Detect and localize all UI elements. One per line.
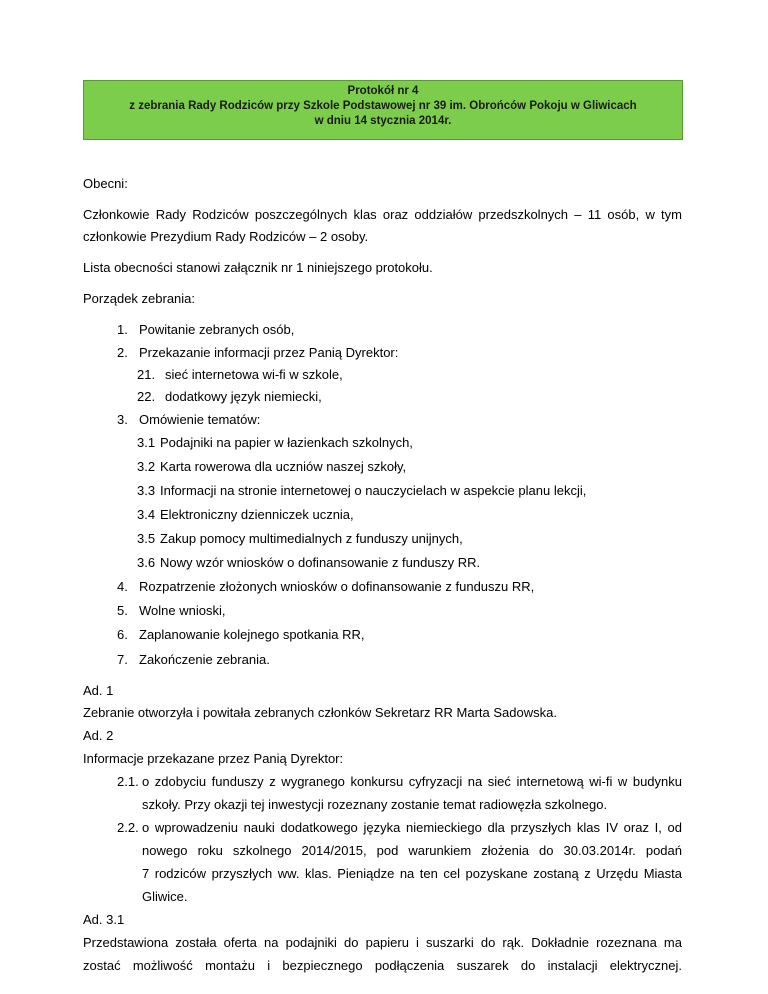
agenda-item-number: 6. xyxy=(117,627,128,642)
attendance-note: Lista obecności stanowi załącznik nr 1 niniejszego protokołu. xyxy=(83,260,433,275)
members-line-1: Członkowie Rady Rodziców poszczególnych klas oraz oddziałów przedszkolnych – 11 osób, w tym xyxy=(83,207,682,222)
ad2-item1-number: 2.1. xyxy=(117,774,139,789)
agenda-item-number: 3.3 xyxy=(137,483,156,498)
agenda-item-number: 3.1 xyxy=(137,435,156,450)
agenda-item-number: 22. xyxy=(137,389,156,404)
agenda-item-text: Rozpatrzenie złożonych wniosków o dofinansowanie z funduszu RR, xyxy=(139,579,535,594)
agenda-item-number: 7. xyxy=(117,652,128,667)
ad31-line-2: zostać możliwość montażu i bezpiecznego podłączenia suszarek do instalacji elektrycznej. xyxy=(83,958,682,973)
agenda-item-number: 4. xyxy=(117,579,128,594)
protocol-title: Protokół nr 4 xyxy=(347,85,419,97)
ad2-intro: Informacje przekazane przez Panią Dyrektor: xyxy=(83,751,344,766)
protocol-header-box xyxy=(83,80,683,140)
protocol-subtitle: z zebrania Rady Rodziców przy Szkole Podstawowej nr 39 im. Obrońców Pokoju w Gliwicach xyxy=(129,100,637,112)
agenda-label: Porządek zebrania: xyxy=(83,291,196,306)
agenda-item-text: Elektroniczny dzienniczek ucznia, xyxy=(160,507,354,522)
agenda-item-text: Zaplanowanie kolejnego spotkania RR, xyxy=(139,627,365,642)
members-line-2: członkowie Prezydium Rady Rodziców – 2 osoby. xyxy=(83,229,369,244)
agenda-item-text: Karta rowerowa dla uczniów naszej szkoły, xyxy=(160,459,407,474)
agenda-item-text: Podajniki na papier w łazienkach szkolnych, xyxy=(160,435,413,450)
agenda-item-number: 2. xyxy=(117,345,128,360)
agenda-item-text: Powitanie zebranych osób, xyxy=(139,322,295,337)
ad2-item2-line-2: nowego roku szkolnego 2014/2015, pod warunkiem złożenia do 30.03.2014r. podań xyxy=(142,843,682,858)
ad31-label: Ad. 3.1 xyxy=(83,912,125,927)
agenda-item-text: sieć internetowa wi-fi w szkole, xyxy=(165,367,343,382)
agenda-item-number: 3.5 xyxy=(137,531,156,546)
ad2-item2-line-1: o wprowadzeniu nauki dodatkowego języka niemieckiego dla przyszłych klas IV oraz I, od xyxy=(142,820,682,835)
ad2-item2-line-3: 7 rodziców przyszłych ww. klas. Pieniądze na ten cel pozyskane zostaną z Urzędu Miasta xyxy=(142,866,682,881)
ad2-item1-line-1: o zdobyciu funduszy z wygranego konkursu cyfryzacji na sieć internetową wi-fi w budynku xyxy=(142,774,682,789)
agenda-item-number: 3.2 xyxy=(137,459,156,474)
agenda-item-number: 3. xyxy=(117,412,128,427)
agenda-item-number: 3.4 xyxy=(137,507,156,522)
agenda-item-text: dodatkowy język niemiecki, xyxy=(165,389,322,404)
ad2-item2-line-4: Gliwice. xyxy=(142,889,188,904)
agenda-item-text: Wolne wnioski, xyxy=(139,603,226,618)
ad2-item2-number: 2.2. xyxy=(117,820,139,835)
ad2-label: Ad. 2 xyxy=(83,728,114,743)
agenda-item-text: Przekazanie informacji przez Panią Dyrektor: xyxy=(139,345,399,360)
agenda-item-text: Nowy wzór wniosków o dofinansowanie z funduszy RR. xyxy=(160,555,481,570)
agenda-item-number: 21. xyxy=(137,367,156,382)
agenda-item-text: Zakup pomocy multimedialnych z funduszy unijnych, xyxy=(160,531,463,546)
agenda-item-text: Informacji na stronie internetowej o nauczycielach w aspekcie planu lekcji, xyxy=(160,483,587,498)
agenda-item-number: 3.6 xyxy=(137,555,156,570)
agenda-item-text: Omówienie tematów: xyxy=(139,412,261,427)
agenda-item-number: 1. xyxy=(117,322,128,337)
ad2-item1-line-2: szkoły. Przy okazji tej inwestycji rozeznany zostanie temat radiowęzła szkolnego. xyxy=(142,797,608,812)
ad1-label: Ad. 1 xyxy=(83,683,114,698)
obecni-label: Obecni: xyxy=(83,176,128,191)
protocol-date: w dniu 14 stycznia 2014r. xyxy=(314,115,452,127)
agenda-item-number: 5. xyxy=(117,603,128,618)
ad1-text: Zebranie otworzyła i powitała zebranych członków Sekretarz RR Marta Sadowska. xyxy=(83,705,557,720)
ad31-line-1: Przedstawiona została oferta na podajniki do papieru i suszarki do rąk. Dokładnie rozeznana ma xyxy=(83,935,682,950)
agenda-item-text: Zakończenie zebrania. xyxy=(139,652,270,667)
